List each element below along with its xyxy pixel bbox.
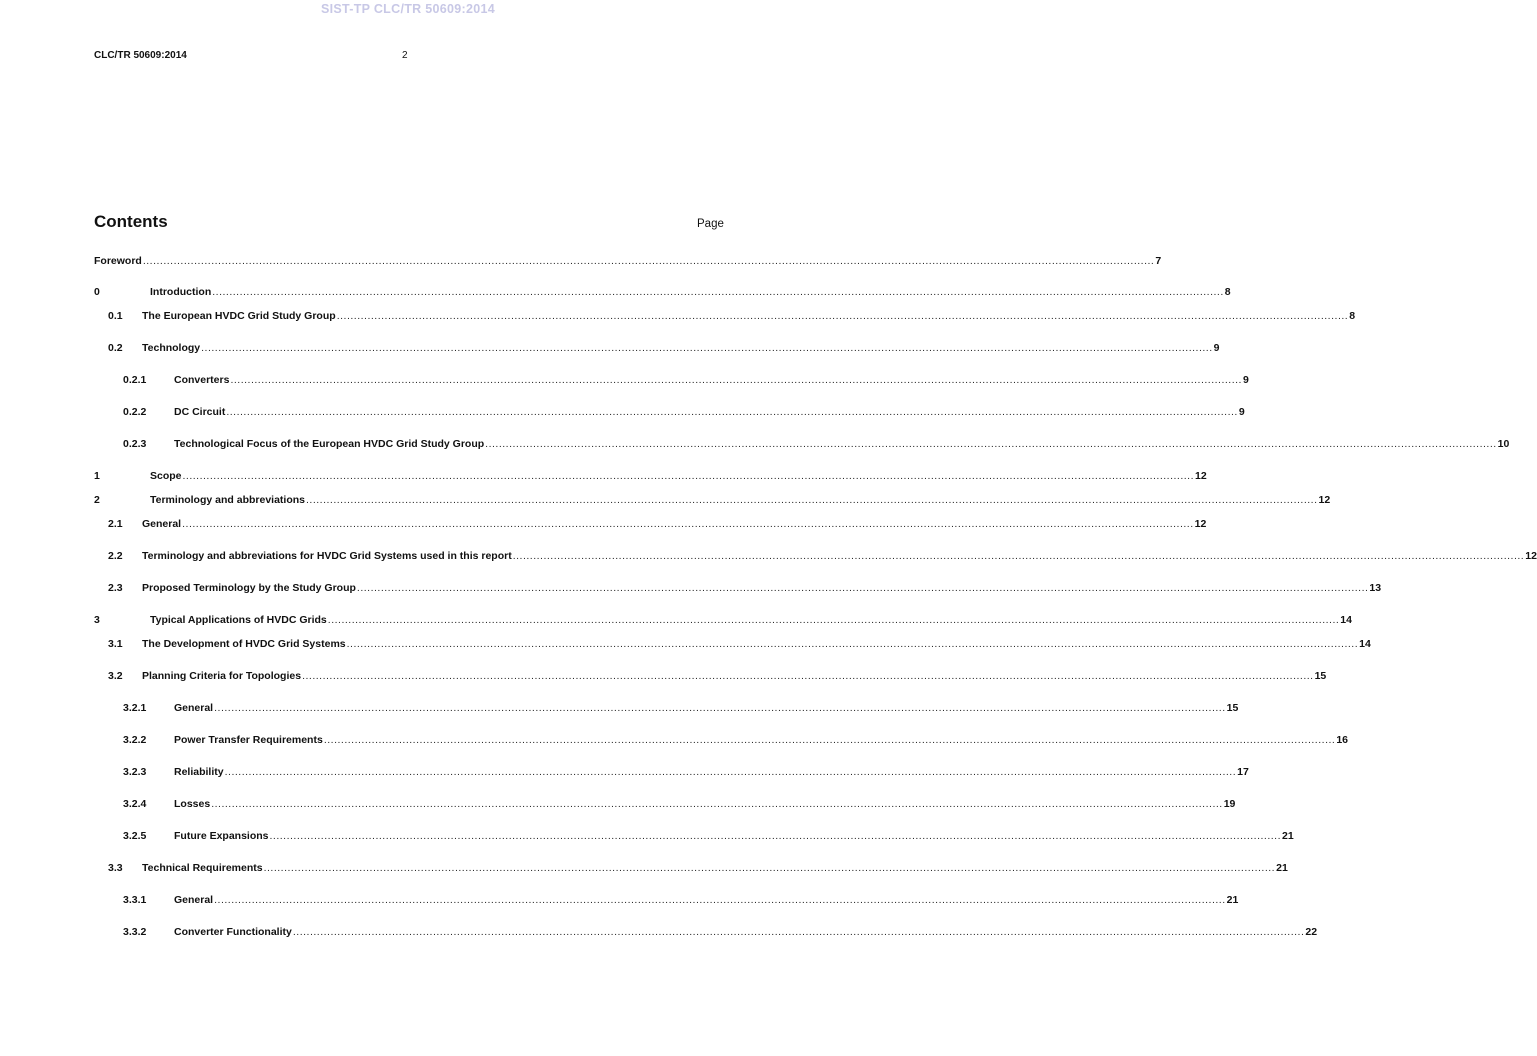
toc-entry-label: Power Transfer Requirements [174,734,323,746]
toc-entry-number: 3.3.2 [123,926,147,938]
dot-leader [212,286,1224,298]
toc-entry-page: 8 [1224,286,1231,298]
toc-entry[interactable] [123,438,1510,454]
toc-entry[interactable] [123,406,1245,422]
toc-entry-page: 21 [1276,862,1288,874]
dot-leader [211,798,1223,810]
toc-entry[interactable] [108,518,1207,534]
toc-entry-label: General [174,894,214,906]
toc-entry-number: 3.3 [108,862,123,874]
toc-entry-label: The European HVDC Grid Study Group [142,310,336,322]
contents-title: Contents [94,212,168,231]
toc-entry-number: 3.2.4 [123,798,147,810]
toc-entry[interactable] [108,638,1371,654]
toc-entry[interactable] [123,702,1239,718]
toc-entry-label: General [142,518,182,530]
toc-entry[interactable] [108,862,1288,878]
dot-leader [485,438,1497,450]
toc-entry[interactable] [123,894,1239,910]
toc-entry-number: 3.2 [108,670,123,682]
toc-entry-page: 12 [1194,518,1207,530]
toc-entry-page: 9 [1213,342,1220,354]
toc-entry-label: The Development of HVDC Grid Systems [142,638,346,650]
toc-entry-label: Technology [142,342,201,354]
toc-entry-page: 14 [1340,614,1352,626]
toc-entry[interactable] [123,798,1236,814]
page-number: 2 [402,50,408,61]
toc-entry-page: 12 [1318,494,1331,506]
dot-leader [230,374,1242,386]
toc-entry-number: 0.2.3 [123,438,147,450]
dot-leader [143,255,1155,267]
toc-entry-label: Planning Criteria for Topologies [142,670,302,682]
toc-entry-label: Scope [150,470,182,482]
toc-entry[interactable] [123,766,1249,782]
toc-entry-number: 3.1 [108,638,123,650]
toc-entry[interactable] [108,582,1382,598]
toc-entry-number: 3.3.1 [123,894,147,906]
toc-entry-label: Converter Functionality [174,926,292,938]
toc-entry-page: 15 [1226,702,1239,714]
toc-entry-number: 2.3 [108,582,123,594]
toc-entry-page: 22 [1305,926,1318,938]
toc-entry-label: Introduction [150,286,212,298]
toc-entry[interactable] [108,550,1537,566]
toc-entry-page: 9 [1242,374,1249,386]
toc-entry-label: Technological Focus of the European HVDC Grid Study Group [174,438,485,450]
dot-leader [357,582,1369,594]
dot-leader [270,830,1282,842]
dot-leader [324,734,1336,746]
toc-entry-label: Future Expansions [174,830,269,842]
toc-entry-number: 3.2.3 [123,766,147,778]
page-column-header: Page [697,218,724,230]
dot-leader [293,926,1305,938]
toc-entry-number: 0.2.2 [123,406,147,418]
document-id: CLC/TR 50609:2014 [94,50,187,61]
toc-entry[interactable] [94,255,1161,271]
dot-leader [264,862,1276,874]
toc-entry-label: Foreword [94,255,142,267]
toc-entry-number: 3 [94,614,100,626]
toc-entry[interactable] [94,614,1352,630]
toc-entry-label: Terminology and abbreviations for HVDC Grid Systems used in this report [142,550,512,562]
toc-entry[interactable] [94,494,1330,510]
toc-entry-label: Technical Requirements [142,862,263,874]
toc-entry[interactable] [108,310,1356,326]
toc-entry[interactable] [94,286,1231,302]
toc-entry-page: 17 [1237,766,1249,778]
toc-entry-page: 9 [1238,406,1245,418]
toc-entry-number: 0.2 [108,342,123,354]
toc-entry[interactable] [123,734,1349,750]
toc-entry[interactable] [123,374,1249,390]
toc-entry-number: 3.2.5 [123,830,147,842]
dot-leader [347,638,1359,650]
dot-leader [337,310,1349,322]
dot-leader [513,550,1525,562]
toc-entry[interactable] [123,926,1318,942]
toc-entry-page: 15 [1314,670,1327,682]
toc-entry-page: 14 [1359,638,1371,650]
toc-entry-number: 2.1 [108,518,123,530]
dot-leader [182,518,1194,530]
toc-entry-number: 3.2.2 [123,734,147,746]
toc-entry-page: 19 [1223,798,1236,810]
toc-entry-page: 16 [1336,734,1349,746]
toc-entry-label: Losses [174,798,211,810]
toc-entry[interactable] [123,830,1294,846]
toc-entry-page: 13 [1369,582,1382,594]
dot-leader [226,406,1238,418]
toc-entry-label: Terminology and abbreviations [150,494,305,506]
toc-entry-number: 0.2.1 [123,374,147,386]
dot-leader [328,614,1340,626]
dot-leader [183,470,1195,482]
toc-entry-number: 2.2 [108,550,123,562]
toc-entry-number: 0.1 [108,310,123,322]
toc-entry-page: 21 [1282,830,1294,842]
dot-leader [214,894,1226,906]
toc-entry-label: DC Circuit [174,406,226,418]
toc-entry-page: 12 [1195,470,1207,482]
toc-entry-page: 8 [1349,310,1356,322]
toc-entry-number: 0 [94,286,100,298]
toc-entry-page: 10 [1497,438,1510,450]
dot-leader [214,702,1226,714]
dot-leader [306,494,1318,506]
toc-entry-page: 21 [1226,894,1239,906]
dot-leader [302,670,1314,682]
toc-entry[interactable] [94,470,1207,486]
toc-entry-label: General [174,702,214,714]
toc-entry-number: 3.2.1 [123,702,147,714]
toc-entry[interactable] [108,670,1327,686]
dot-leader [225,766,1237,778]
toc-entry-label: Typical Applications of HVDC Grids [150,614,327,626]
toc-entry-number: 1 [94,470,100,482]
toc-entry-number: 2 [94,494,100,506]
toc-entry[interactable] [108,342,1220,358]
watermark: SIST-TP CLC/TR 50609:2014 [320,2,495,16]
dot-leader [201,342,1213,354]
toc-entry-label: Converters [174,374,230,386]
toc-entry-page: 7 [1155,255,1162,267]
toc-entry-label: Reliability [174,766,224,778]
toc-entry-page: 12 [1525,550,1537,562]
toc-entry-label: Proposed Terminology by the Study Group [142,582,356,594]
